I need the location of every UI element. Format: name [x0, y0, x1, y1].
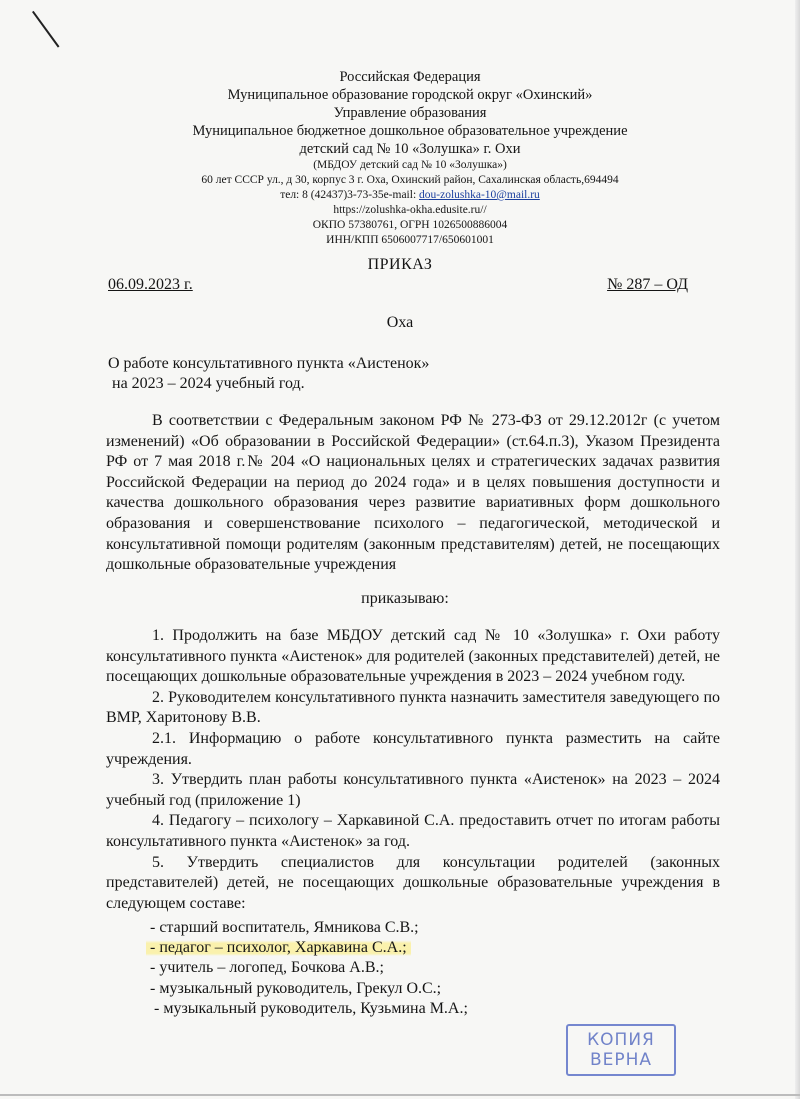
- letterhead-institution: Муниципальное бюджетное дошкольное образовательное учреждение: [192, 123, 628, 139]
- staff-list: [150, 918, 468, 1019]
- order-item: 5. Утвердить специалистов для консультации родителей (законных представителей) детей, не посещающих дошкольные образовательные учреждения в следующем составе:: [106, 853, 720, 912]
- copy-certified-stamp: [566, 1024, 676, 1076]
- letterhead-country: Российская Федерация: [339, 69, 481, 85]
- order-word: приказываю:: [361, 590, 449, 607]
- staff-item: - учитель – логопед, Бочкова А.В.;: [150, 959, 384, 977]
- highlighted-text: - педагог – психолог, Харкавина С.А.;: [146, 939, 411, 956]
- staff-item: - музыкальный руководитель, Грекул О.С.;: [150, 979, 442, 997]
- letterhead: [110, 68, 710, 248]
- subject-line-2: на 2023 – 2024 учебный год.: [108, 375, 305, 392]
- order-number: № 287 – ОД: [607, 276, 688, 293]
- order-item: 2.1. Информацию о работе консультативного пункта разместить на сайте учреждения.: [106, 729, 720, 768]
- order-item: 1. Продолжить на базе МБДОУ детский сад № 10 «Золушка» г. Охи работу консультативного пункта «Аистенок» для родителей (законных представителей) детей, не посещающих дошкольные образовательные учреждения в 2023 – 2024 учебном году.: [106, 627, 720, 686]
- letterhead-contacts: [110, 188, 710, 203]
- letterhead-address: 60 лет СССР ул., д 30, корпус 3 г. Оха, Охинский район, Сахалинская область,694494: [201, 174, 619, 186]
- letterhead-inn: ИНН/КПП 6506007717/650601001: [326, 234, 494, 246]
- staff-item-highlighted: [150, 938, 468, 958]
- document-title: ПРИКАЗ: [367, 256, 433, 273]
- scan-bottom-edge: [0, 1094, 800, 1096]
- scan-pen-mark: [32, 11, 59, 48]
- order-item: 2. Руководителем консультативного пункта назначить заместителя заведующего по ВМР, Харитонову В.В.: [106, 688, 720, 727]
- order-date: 06.09.2023 г.: [108, 276, 193, 293]
- order-item: 3. Утвердить план работы консультативного пункта «Аистенок» на 2023 – 2024 учебный год (приложение 1): [106, 771, 720, 809]
- stamp-line-1: КОПИЯ: [587, 1030, 655, 1050]
- letterhead-short-name: (МБДОУ детский сад № 10 «Золушка»): [313, 159, 507, 171]
- order-items: [106, 626, 720, 914]
- scan-edge: [795, 0, 800, 1099]
- stamp-line-2: ВЕРНА: [589, 1050, 653, 1070]
- order-subject: [108, 354, 528, 394]
- letterhead-okpo: ОКПО 57380761, ОГРН 1026500886004: [312, 219, 508, 231]
- phone-text: тел: 8 (42437)3-73-35e-mail:: [280, 189, 420, 201]
- staff-item: - музыкальный руководитель, Кузьмина М.А.;: [150, 999, 468, 1017]
- letterhead-department: Управление образования: [333, 105, 487, 121]
- order-item: 4. Педагогу – психологу – Харкавиной С.А. предоставить отчет по итогам работы консультативного пункта «Аистенок» за год.: [106, 812, 720, 850]
- email-link[interactable]: dou-zolushka-10@mail.ru: [419, 189, 540, 201]
- letterhead-kindergarten: детский сад № 10 «Золушка» г. Охи: [299, 141, 521, 157]
- letterhead-municipality: Муниципальное образование городской округ «Охинский»: [227, 87, 593, 103]
- order-place: Оха: [386, 314, 414, 331]
- letterhead-website: https://zolushka-okha.edusite.ru//: [333, 204, 487, 216]
- staff-item: - старший воспитатель, Ямникова С.В.;: [150, 919, 419, 936]
- subject-line-1: О работе консультативного пункта «Аистенок»: [108, 355, 430, 372]
- date-number-row: [108, 276, 688, 294]
- preamble-paragraph: В соответствии с Федеральным законом РФ № 273-ФЗ от 29.12.2012г (с учетом изменений) «Об образовании в Российской Федерации» (ст.64.п.3), Указом Президента РФ от 7 мая 2018 г.№ 204 «О национальных целях и стратегических задачах развития Российской Федерации на период до 2024 года» и в целях повышения доступности и качества дошкольного образования через развитие вариативных форм дошкольного образования и совершенствование психолого – педагогической, методической и консультативной помощи родителям (законным представителям) детей, не посещающих дошкольные образовательные учреждения: [106, 412, 720, 574]
